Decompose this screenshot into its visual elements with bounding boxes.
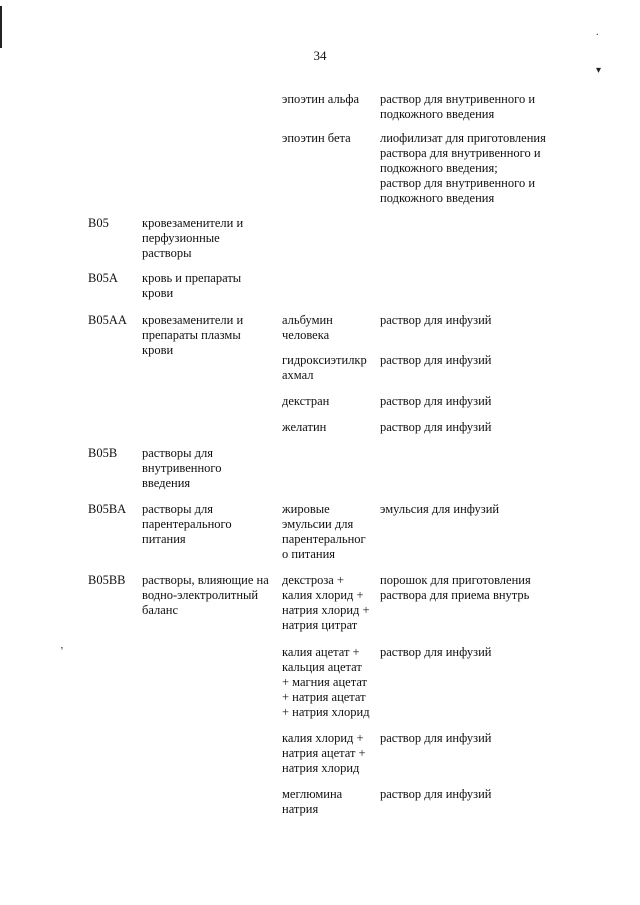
drug-name: декстроза + калия хлорид + натрия хлорид + натрия цитрат (282, 573, 370, 632)
dosage-form: раствор для инфузий (380, 787, 492, 801)
dosage-form: раствор для инфузий (380, 731, 492, 745)
atc-code: B05BA (88, 502, 127, 516)
drug-name: калия ацетат + кальция ацетат + магния ацетат + натрия ацетат + натрия хлорид (282, 645, 370, 719)
atc-code: B05 (88, 216, 109, 230)
dosage-form: раствор для инфузий (380, 313, 492, 327)
scan-edge-mark (0, 6, 2, 48)
dosage-form: эмульсия для инфузий (380, 502, 500, 516)
drug-name: эпоэтин бета (282, 131, 351, 145)
atc-code: B05A (88, 271, 118, 285)
drug-name: жировые эмульсии для парентеральног о питания (282, 502, 366, 561)
scan-speck: ▾ (596, 65, 602, 76)
atc-code: B05BB (88, 573, 126, 587)
dosage-form: раствор для инфузий (380, 353, 492, 367)
atc-code: B05B (88, 446, 118, 460)
atc-group-name: кровезаменители и перфузионные растворы (142, 216, 244, 260)
dosage-form: раствор для инфузий (380, 420, 492, 434)
scan-speck: ‚ (60, 639, 64, 651)
drug-name: меглюмина натрия (282, 787, 343, 816)
dosage-form: лиофилизат для приготовления раствора для внутривенного и подкожного введения; раствор для внутривенного и подкожного введения (380, 131, 546, 205)
drug-name: альбумин человека (282, 313, 333, 342)
dosage-form: раствор для инфузий (380, 645, 492, 659)
drug-name: калия хлорид + натрия ацетат + натрия хлорид (282, 731, 366, 775)
atc-group-name: растворы для парентерального питания (142, 502, 232, 546)
dosage-form: раствор для внутривенного и подкожного введения (380, 92, 536, 121)
atc-code: B05AA (88, 313, 127, 327)
page-number: 34 (313, 48, 327, 63)
atc-group-name: кровь и препараты крови (142, 271, 242, 300)
drug-name: гидроксиэтилкр ахмал (282, 353, 367, 382)
atc-group-name: кровезаменители и препараты плазмы крови (142, 313, 244, 357)
drug-name: декстран (282, 394, 330, 408)
dosage-form: раствор для инфузий (380, 394, 492, 408)
drug-name: желатин (282, 420, 327, 434)
drug-name: эпоэтин альфа (282, 92, 360, 106)
atc-group-name: растворы, влияющие на водно-электролитный баланс (142, 573, 269, 617)
dosage-form: порошок для приготовления раствора для приема внутрь (380, 573, 531, 602)
scan-speck: . (596, 27, 599, 38)
atc-group-name: растворы для внутривенного введения (142, 446, 222, 490)
